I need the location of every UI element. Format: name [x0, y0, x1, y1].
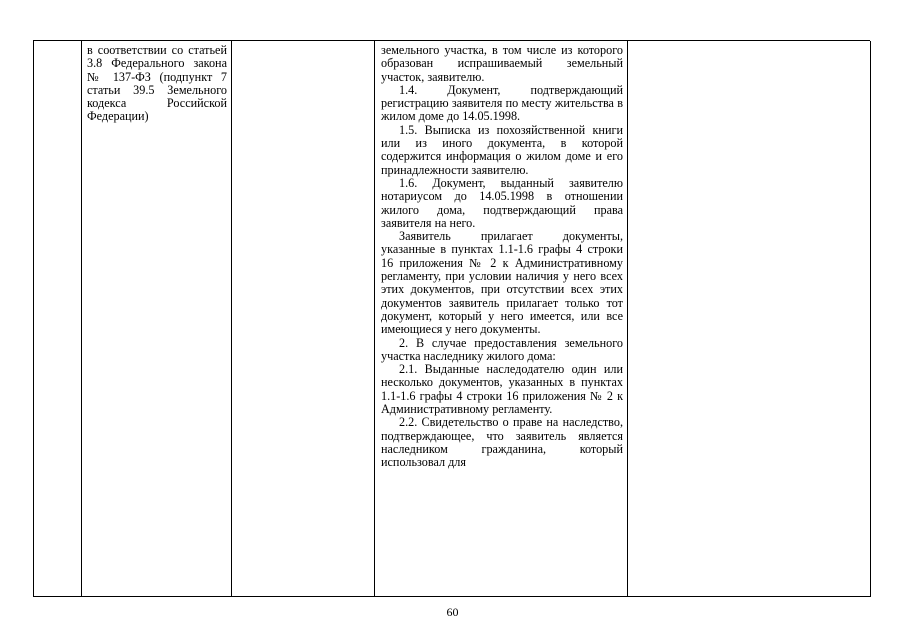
page-number: 60	[446, 605, 459, 619]
column-4-paragraph: 2.1. Выданные наследодателю один или несколько документов, указанных в пунктах 1.1-1.6 графы 4 строки 16 приложения № 2 к Административному регламенту.	[381, 362, 623, 417]
column-4-paragraph: 1.5. Выписка из похозяйственной книги или из иного документа, в которой содержится информация о жилом доме и его принадлежности заявителю.	[381, 122, 623, 177]
table-column-2	[82, 41, 232, 597]
document-table	[33, 40, 870, 597]
table-column-5	[628, 41, 871, 597]
column-4-paragraph: 2. В случае предоставления земельного участка наследнику жилого дома:	[381, 335, 623, 363]
column-4-paragraph: земельного участка, в том числе из которого образован испрашиваемый земельный участок, заявителю.	[381, 43, 623, 84]
table-column-3	[232, 41, 375, 597]
table-bottom-border	[34, 596, 870, 597]
table-column-4	[375, 41, 628, 597]
column-2-text	[82, 41, 231, 124]
column-4-paragraph: 1.4. Документ, подтверждающий регистрацию заявителя по месту жительства в жилом доме до 14.05.1998.	[381, 82, 623, 124]
column-2-paragraph: в соответствии со статьей 3.8 Федерального закона № 137-ФЗ (подпункт 7 статьи 39.5 Земельного кодекса Российской Федерации)	[87, 43, 227, 124]
column-4-paragraph: 1.6. Документ, выданный заявителю нотариусом до 14.05.1998 в отношении жилого дома, подтверждающий права заявителя на него.	[381, 175, 623, 230]
table-column-1	[34, 41, 82, 597]
column-4-text	[375, 41, 627, 470]
column-4-paragraph: Заявитель прилагает документы, указанные в пунктах 1.1-1.6 графы 4 строки 16 приложения № 2 к Административному регламенту, при условии наличия у него всех этих документов, при отсутствии всех этих документов заявитель прилагает только тот документ, который у него имеется, или все имеющиеся у него документы.	[381, 229, 623, 337]
column-4-paragraph: 2.2. Свидетельство о праве на наследство, подтверждающее, что заявитель является наследником гражданина, который использовал для	[381, 415, 623, 470]
